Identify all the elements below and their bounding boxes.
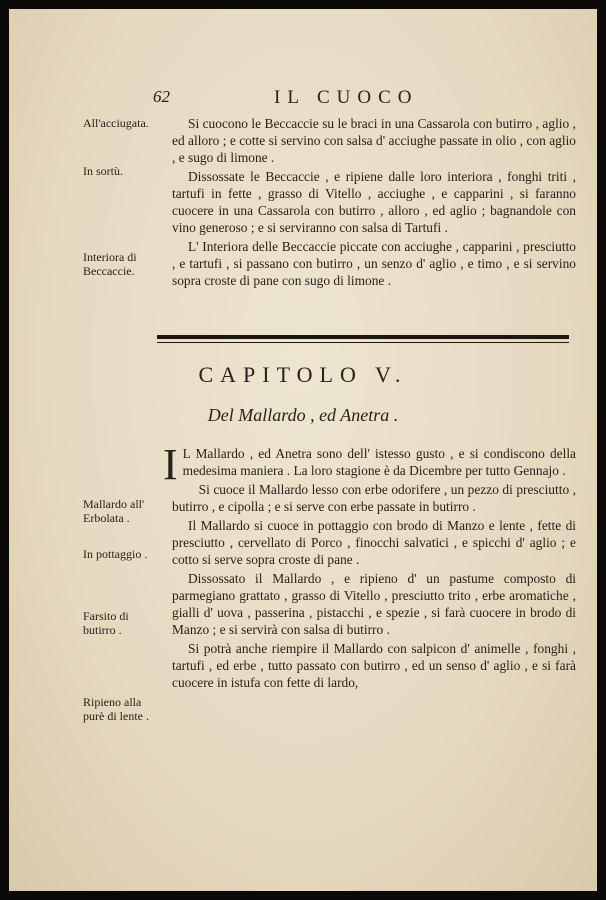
paragraph: Il Mallardo si cuoce in pottaggio con brodo di Manzo e lente , fette di presciutto , cervellato di Porco , finocchi salvatici , e spicchi d' aglio ; e cotto si serve sopra croste di pane . <box>172 518 576 567</box>
paragraph: L' Interiora delle Beccaccie piccate con acciughe , capparini , presciutto , e tartufi , si passano con butirro , un senzo d' aglio , e timo , e si servino sopra croste di pane con sugo di limone . <box>172 239 576 288</box>
page-header <box>9 87 597 111</box>
paragraph: Si cuocono le Beccaccie su le braci in una Cassarola con butirro , aglio , ed alloro ; e cotte si servino con salsa d' acciughe passate in olio , con aglio , e sugo di limone . <box>172 116 576 165</box>
margin-note: All'acciugata. <box>83 116 149 130</box>
section-rule <box>157 335 569 343</box>
running-head: IL CUOCO <box>274 87 419 108</box>
chapter-body <box>163 440 576 691</box>
margin-note: Farsito di butirro . <box>83 609 129 637</box>
margin-note: Interiora di Beccaccie. <box>83 250 137 278</box>
paragraph: Dissossato il Mallardo , e ripieno d' un pastume composto di parmegiano grattato , grasso di Vitello , presciutto trito , erbe aromatiche , gialli d' uova , passerina , pistacchi , e spezie , si farà cuocere in brodo di Manzo ; e si servirà con salsa di butirro . <box>172 571 576 637</box>
intro-text: L Mallardo , ed Anetra sono dell' istesso gusto , e si condiscono della medesima maniera . La loro stagione è da Dicembre per tutto Gennajo . <box>182 446 576 478</box>
page-number: 62 <box>153 87 170 106</box>
dropcap: I <box>163 440 178 489</box>
book-page <box>9 9 597 891</box>
intro-paragraph <box>163 440 576 489</box>
top-section-body <box>172 115 576 289</box>
margin-note: Mallardo all' Erbolata . <box>83 497 145 525</box>
chapter-subtitle: Del Mallardo , ed Anetra . <box>207 405 399 425</box>
paragraph: Si cuoce il Mallardo lesso con erbe odorifere , un pezzo di presciutto , butirro , e cipolla ; e si serve con erbe passate in butirro . <box>172 482 576 514</box>
margin-note: Ripieno alla purè di lente . <box>83 695 149 723</box>
paragraph: Si potrà anche riempire il Mallardo con salpicon d' animelle , fonghi , tartufi , ed erbe , tutto passato con butirro , ed un senso d' aglio , e si farà cuocere in istufa con fette di lardo, <box>172 641 576 690</box>
paragraph: Dissossate le Beccaccie , e ripiene dalle loro interiora , fonghi triti , tartufi in fette , grasso di Vitello , acciughe , e capparini , si faranno cuocere in una Cassarola con butirro , alloro , ed aglio ; bagnandole con vino generoso ; e si serviranno con salsa di Tartufi . <box>172 169 576 235</box>
margin-note: In sortù. <box>83 164 123 178</box>
margin-note: In pottaggio . <box>83 547 148 561</box>
chapter-title: CAPITOLO V. <box>198 362 408 387</box>
